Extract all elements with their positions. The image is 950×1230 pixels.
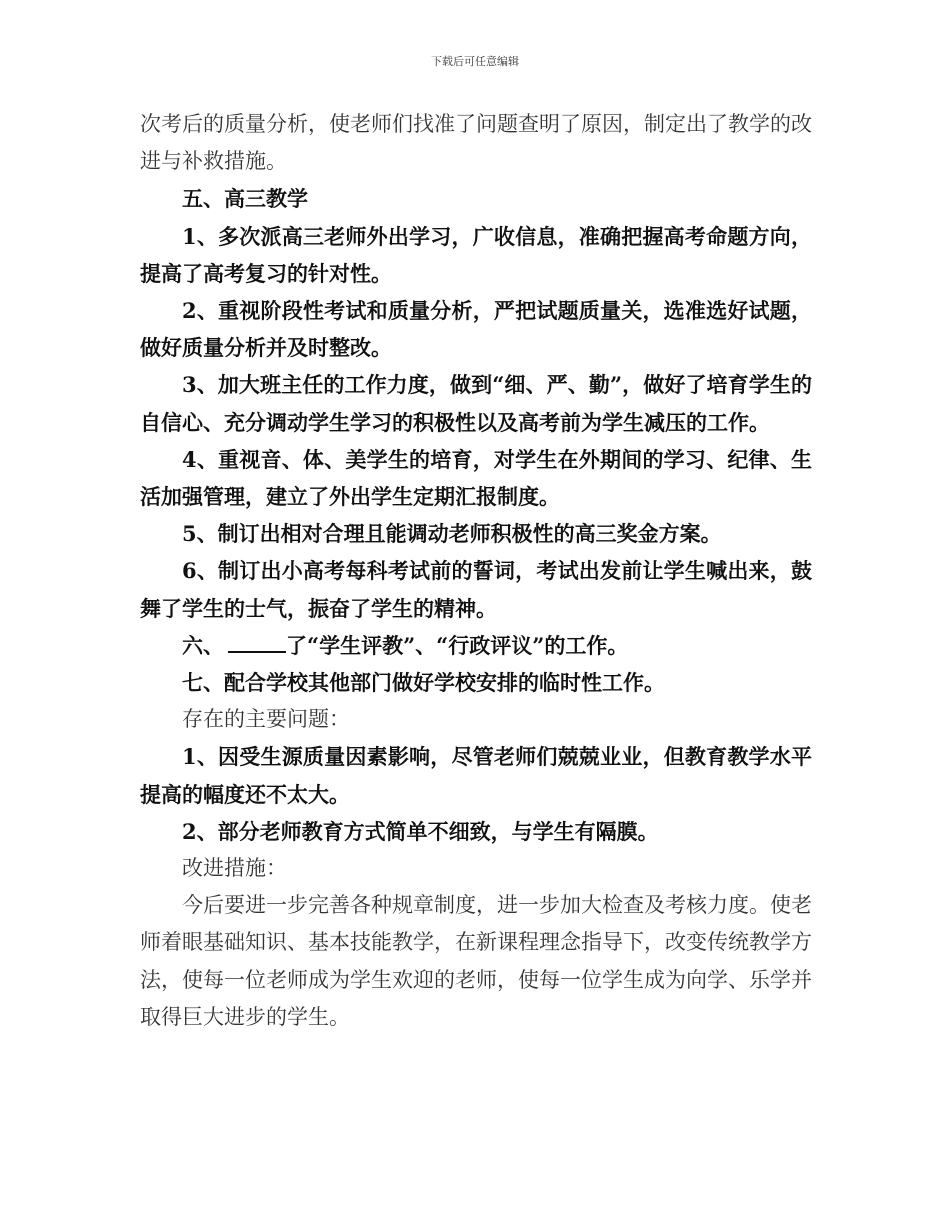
section-six-suffix: 了“学生评教”、“行政评议”的工作。 [286,632,629,658]
section-heading-seven: 七、配合学校其他部门做好学校安排的临时性工作。 [182,670,665,696]
list-item-6: 6、制订出小高考每科考试前的誓词，考试出发前让学生喊出来，鼓舞了学生的士气，振奋了学生的精神。 [140,558,812,621]
page-header: 下载后可任意编辑 [431,55,519,68]
fill-in-blank [228,629,286,653]
list-item-5: 5、制订出相对合理且能调动老师积极性的高三奖金方案。 [182,521,722,547]
list-item-2: 2、重视阶段性考试和质量分析，严把试题质量关，选准选好试题，做好质量分析并及时整改。 [140,298,812,361]
improvement-paragraph: 今后要进一步完善各种规章制度，进一步加大检查及考核力度。使老师着眼基础知识、基本技能教学，在新课程理念指导下，改变传统教学方法，使每一位老师成为学生欢迎的老师，使每一位学生成为向学、乐学并取得巨大进步的学生。 [140,893,812,1029]
document-body [140,106,812,1036]
paragraph-continuation: 次考后的质量分析，使老师们找准了问题查明了原因，制定出了教学的改进与补救措施。 [140,112,812,174]
list-item-4: 4、重视音、体、美学生的培育，对学生在外期间的学习、纪律、生活加强管理，建立了外出学生定期汇报制度。 [140,446,812,510]
heading-improvement-measures: 改进措施： [182,856,287,881]
heading-main-problems: 存在的主要问题： [182,707,350,732]
list-item-3: 3、加大班主任的工作力度，做到“细、严、勤”，做好了培育学生的自信心、充分调动学生学习的积极性以及高考前为学生减压的工作。 [140,372,812,435]
problem-item-1: 1、因受生源质量因素影响，尽管老师们兢兢业业，但教育教学水平提高的幅度还不太大。 [140,744,812,807]
section-heading-six [140,627,812,664]
list-item-1: 1、多次派高三老师外出学习，广收信息，准确把握高考命题方向，提高了高考复习的针对性。 [140,223,812,286]
section-six-prefix: 六、 [182,632,224,658]
problem-item-2: 2、部分老师教育方式简单不细致，与学生有隔膜。 [182,818,659,844]
section-heading-senior-three: 五、高三教学 [182,186,308,212]
